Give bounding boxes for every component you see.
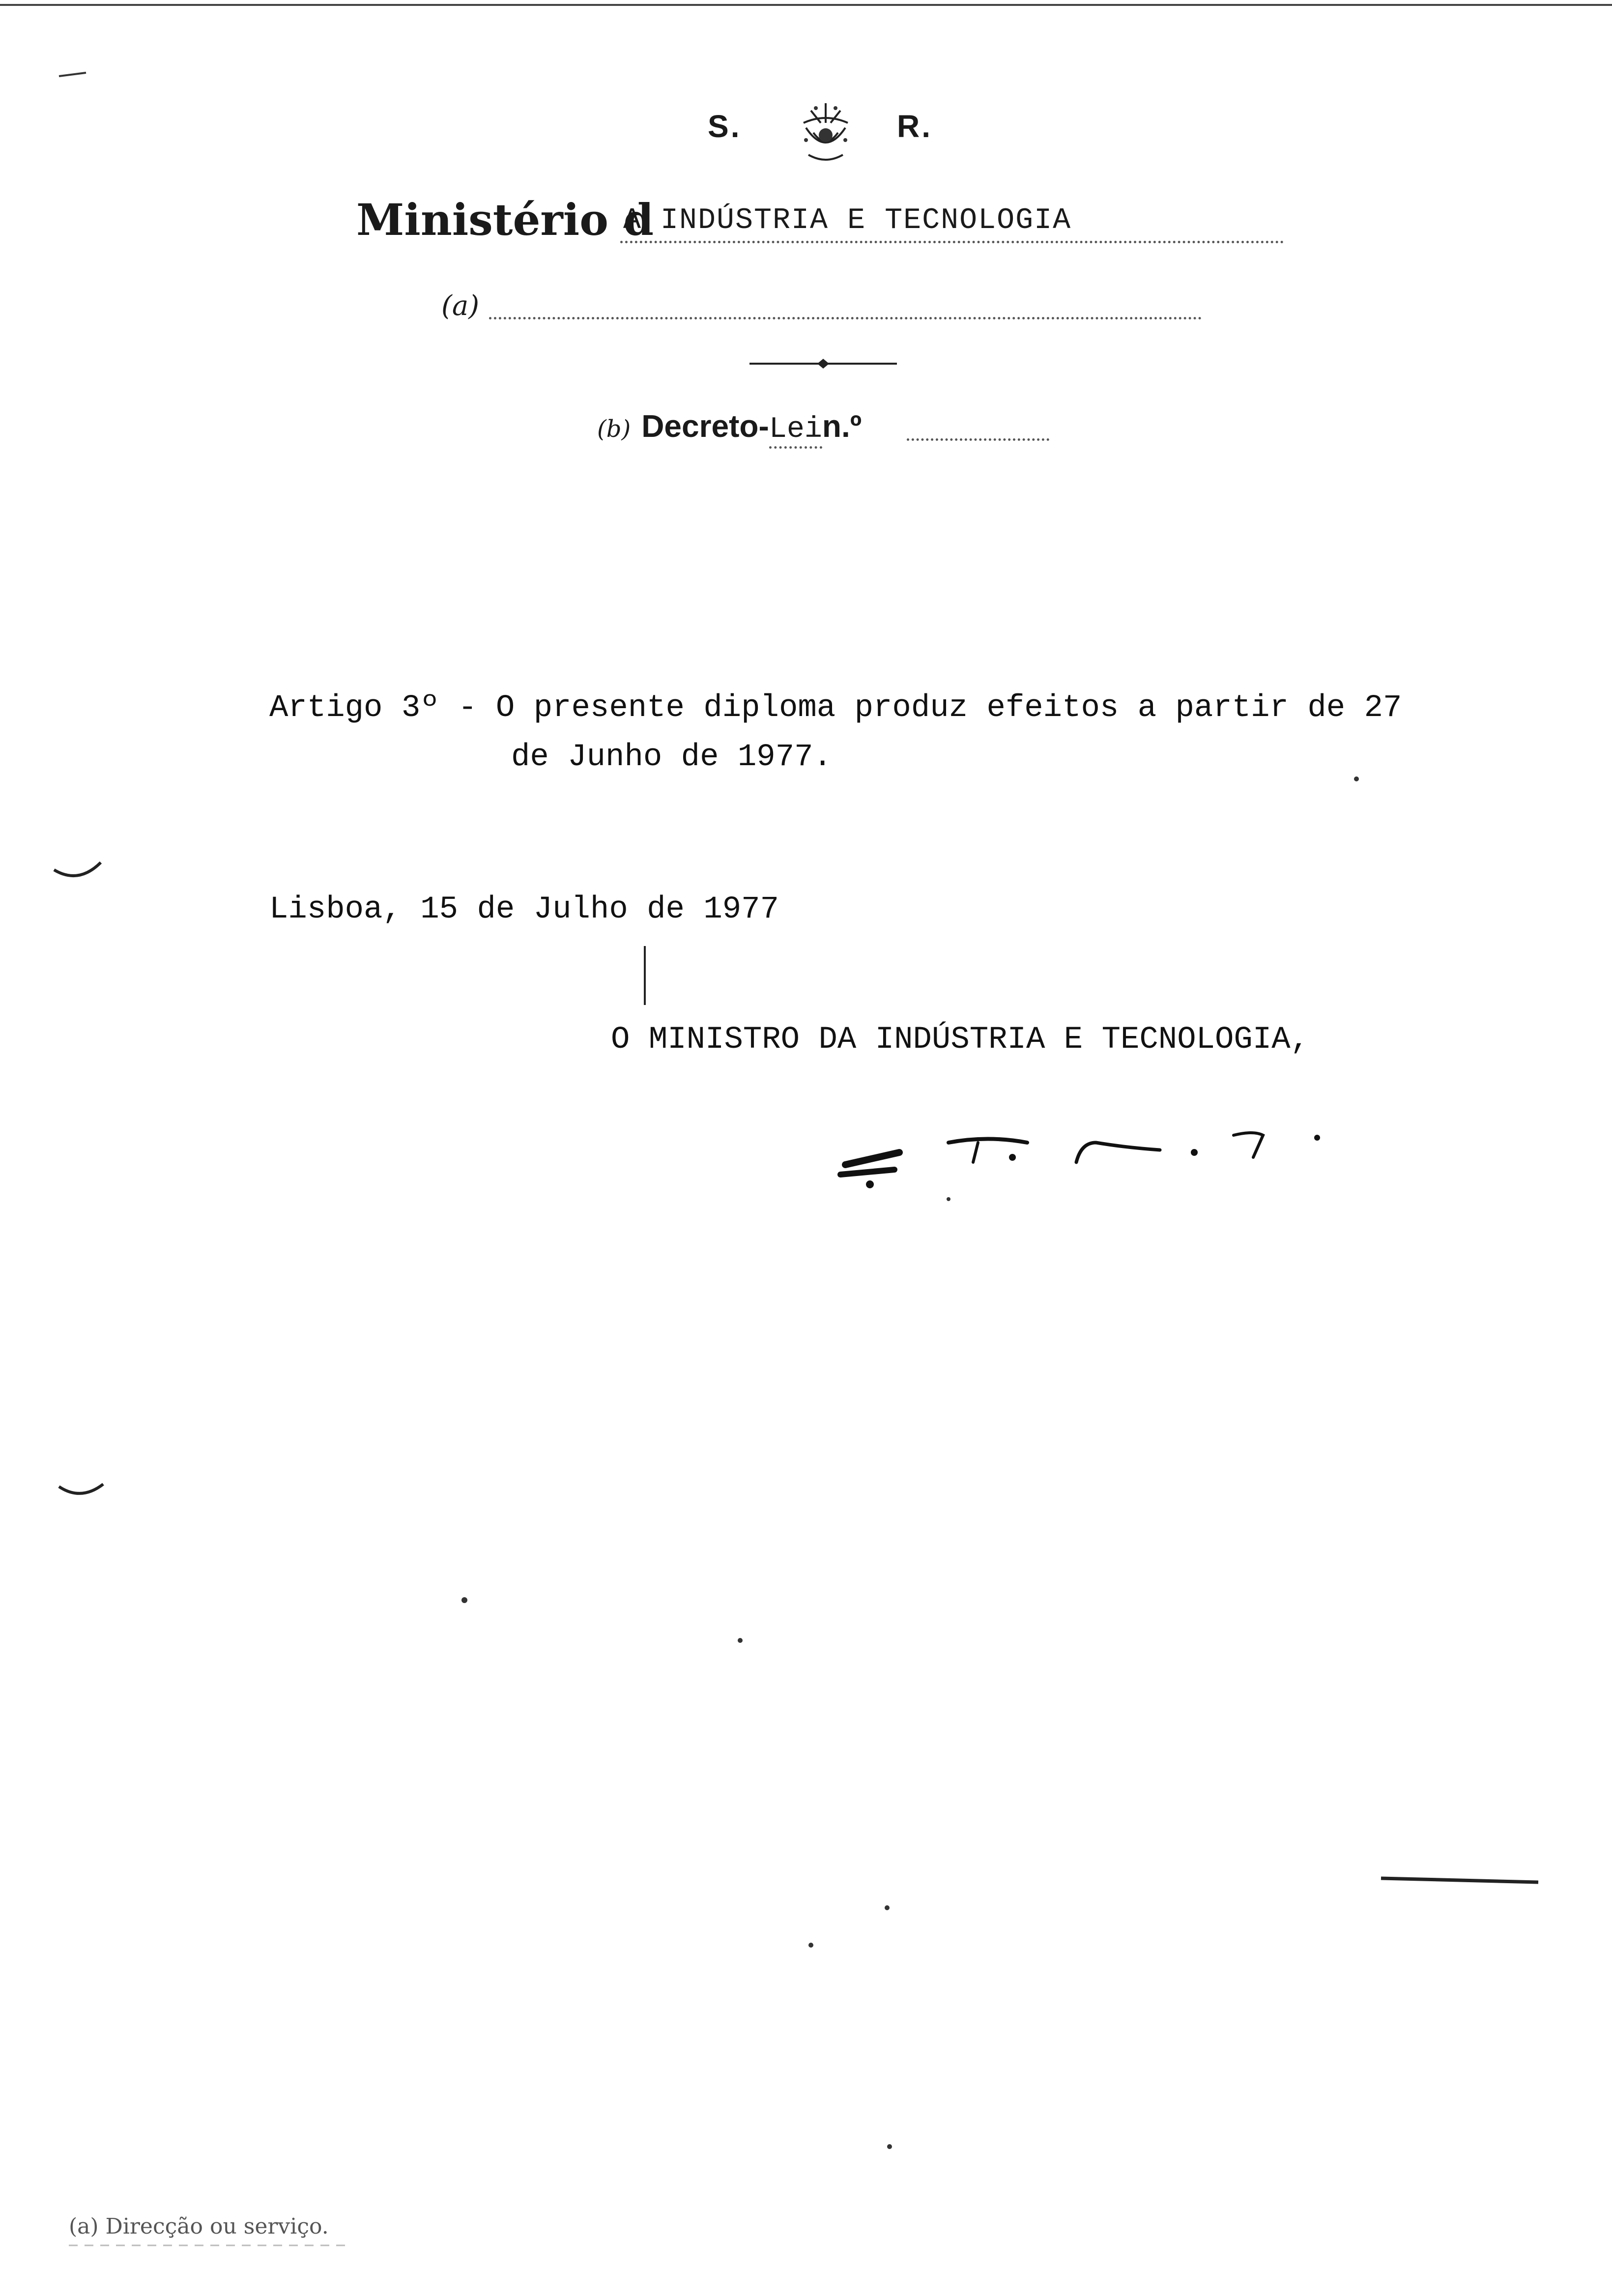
coat-of-arms-icon [777,93,875,167]
ministry-value: A INDÚSTRIA E TECNOLOGIA [623,204,1072,237]
handwritten-signature [831,1113,1347,1202]
header-letter-r: R. [897,109,932,144]
article-line-1: Artigo 3º - O presente diploma produz efeitos a partir de 27 [269,690,1402,726]
place-and-date: Lisboa, 15 de Julho de 1977 [269,892,779,927]
decree-marker: (b) [597,415,631,443]
signatory-title: O MINISTRO DA INDÚSTRIA E TECNOLOGIA, [611,1022,1310,1058]
decree-handwritten: Lei [769,413,822,449]
header-letter-s: S. [708,109,742,144]
footnote-a: (a) Direcção ou serviço. [69,2214,329,2239]
decree-line [597,408,862,446]
ministry-dotted-line [620,241,1284,243]
decree-label: Decreto- [641,408,769,444]
article-line-2: de Junho de 1977. [511,740,832,775]
decree-dotted-line [907,438,1049,441]
footnote-faded-line [69,2241,349,2250]
directorate-marker: (a) [441,290,480,322]
directorate-dotted-line [489,317,1202,319]
decree-suffix: n.º [822,408,862,444]
pen-tick-mark [644,946,646,1005]
ministry-label: Ministério d [356,194,654,245]
divider-ornament [749,356,897,371]
